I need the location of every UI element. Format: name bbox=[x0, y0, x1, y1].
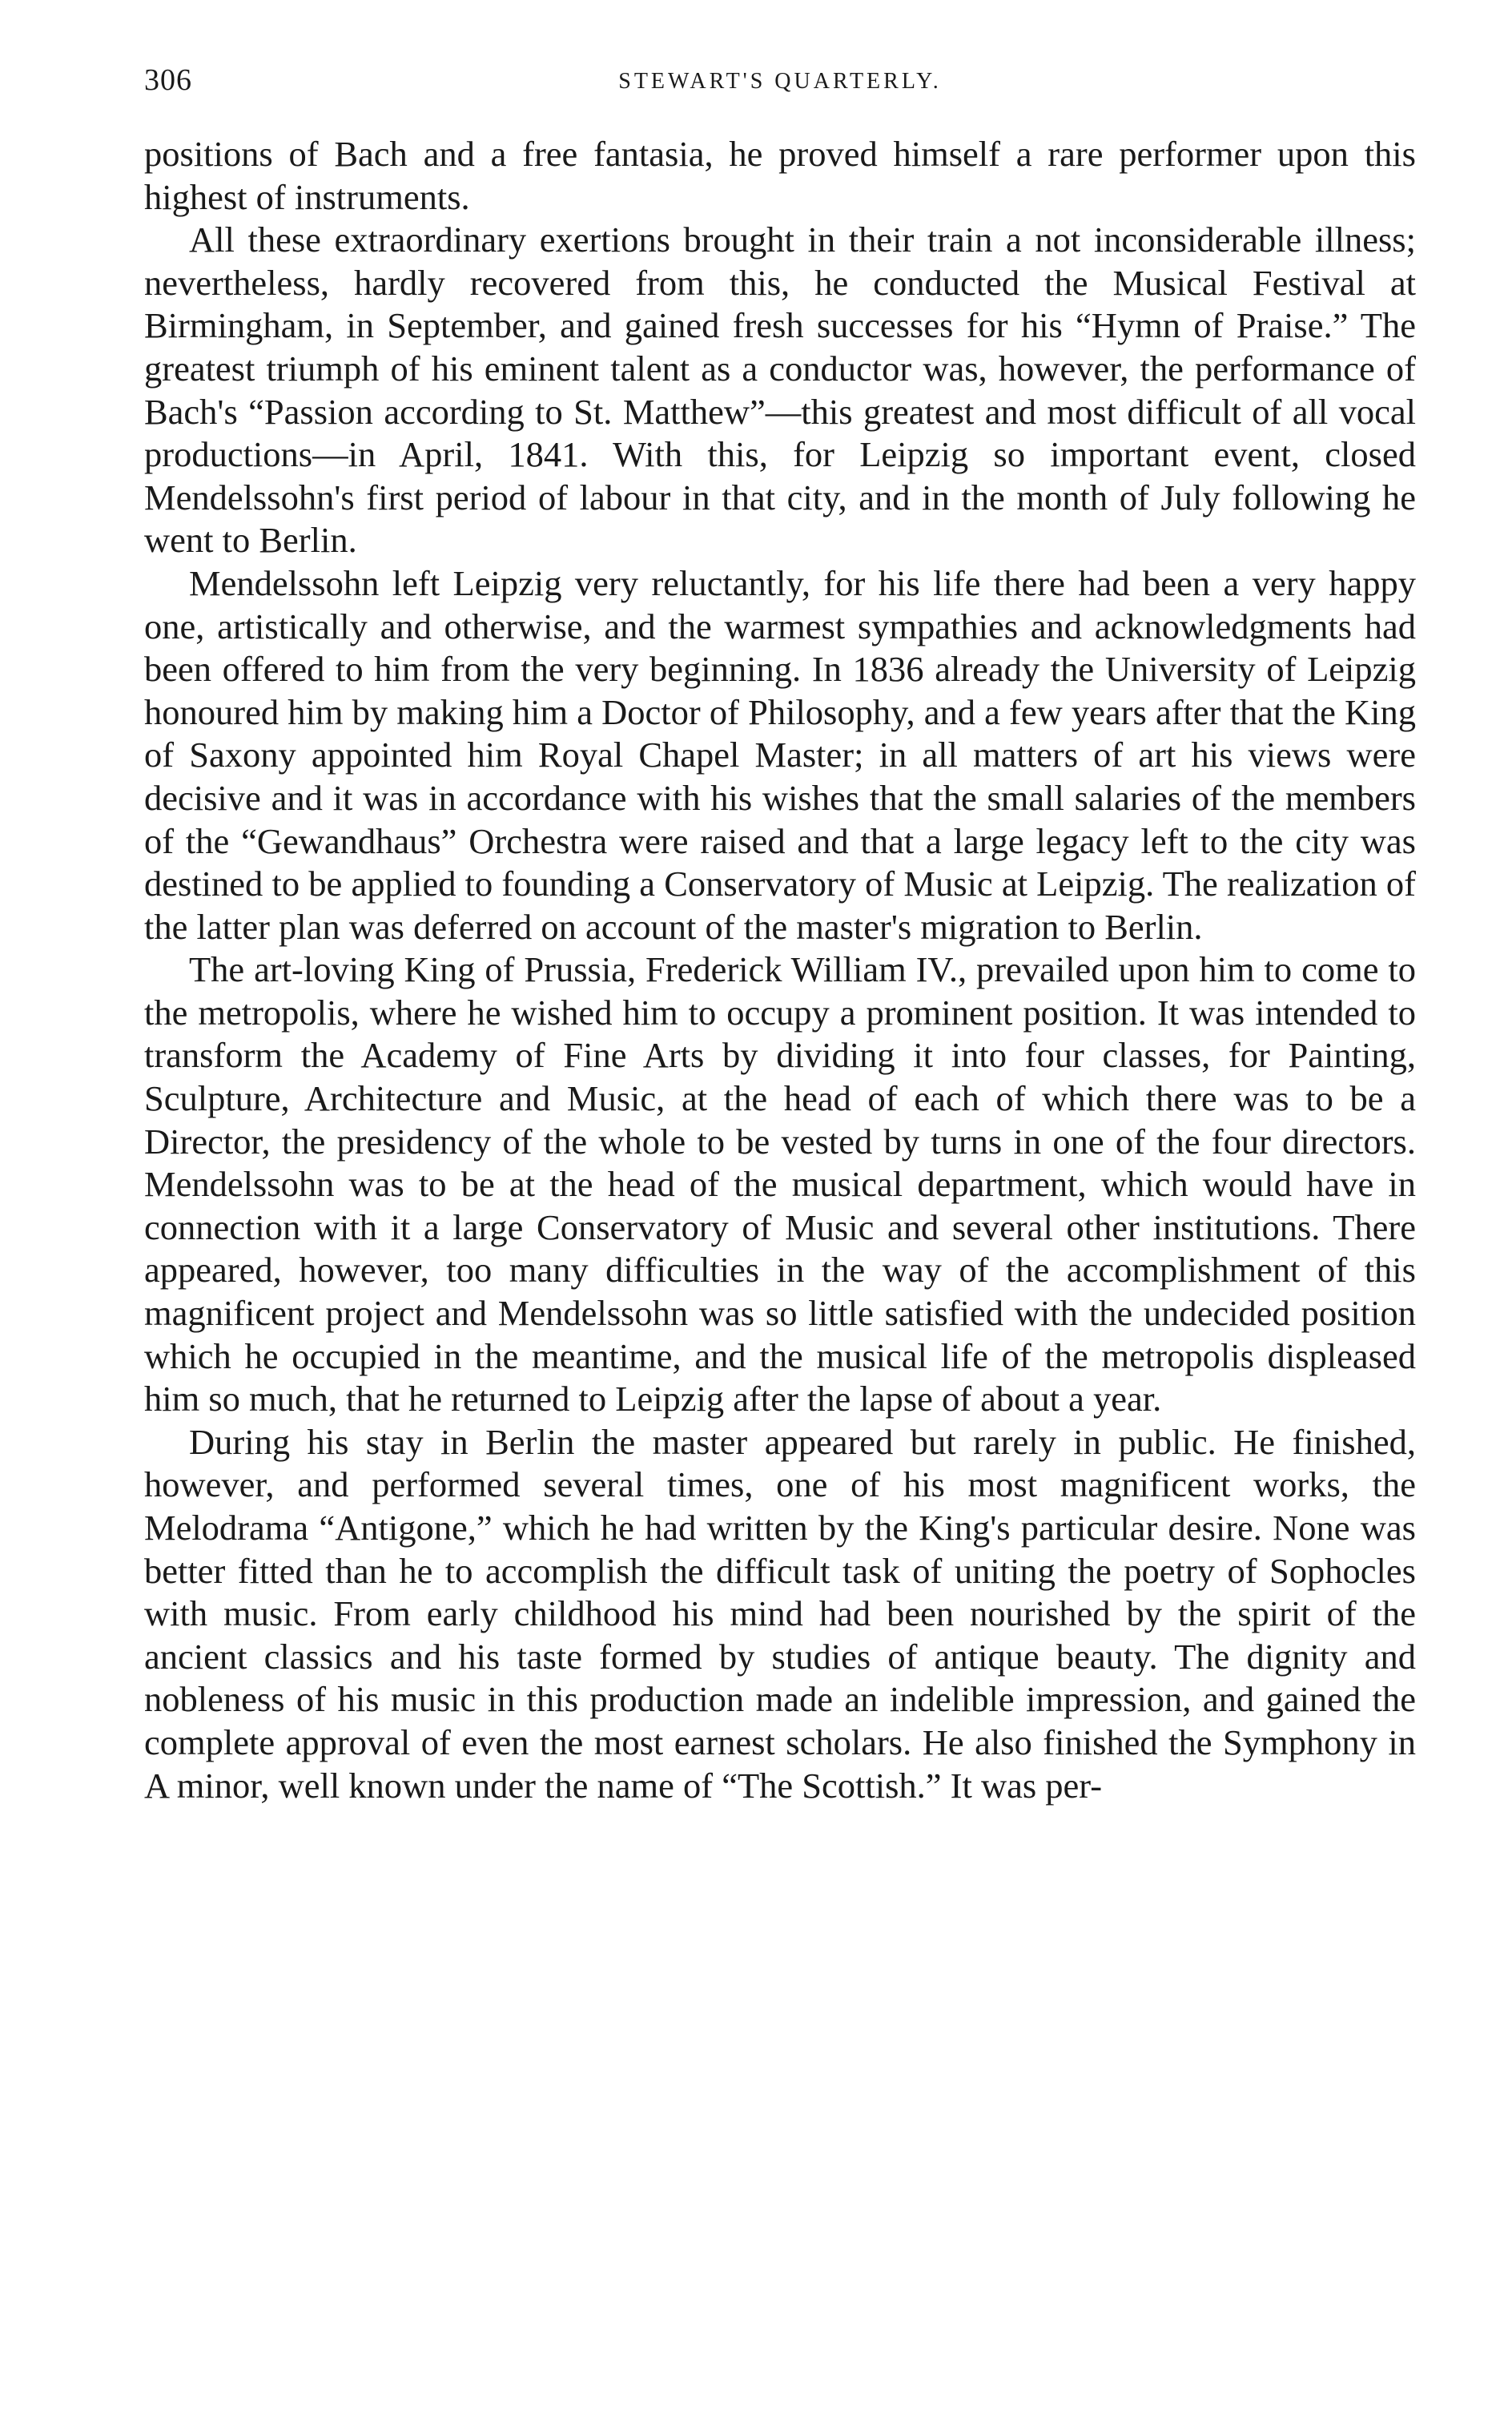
running-head: STEWART'S QUARTERLY. bbox=[618, 69, 942, 94]
page-header bbox=[144, 62, 1416, 119]
book-page bbox=[144, 62, 1416, 1807]
paragraph: Mendelssohn left Leipzig very reluctantly, for his life there had been a very happy one, artistically and otherwise, and the warmest sympathies and acknowledgments had been offered to him from the very beginning. In 1836 already the University of Leipzig honoured him by making him a Doctor of Philosophy, and a few years after that the King of Saxony appointed him Royal Chapel Master; in all matters of art his views were decisive and it was in accordance with his wishes that the small salaries of the members of the “Gewandhaus” Orchestra were raised and that a large legacy left to the city was destined to be applied to founding a Conservatory of Music at Leipzig. The realization of the latter plan was deferred on account of the master's migration to Berlin. bbox=[144, 562, 1416, 947]
article-body bbox=[144, 133, 1416, 1807]
paragraph: All these extraordinary exertions brought in their train a not inconsiderable illness; nevertheless, hardly recovered from this, he conducted the Musical Festival at Birmingham, in September, and gained fresh successes for his “Hymn of Praise.” The greatest triumph of his eminent talent as a conductor was, however, the performance of Bach's “Passion according to St. Matthew”—this greatest and most difficult of all vocal productions—in April, 1841. With this, for Leipzig so important event, closed Mendelssohn's first period of labour in that city, and in the month of July following he went to Berlin. bbox=[144, 219, 1416, 561]
paragraph: positions of Bach and a free fantasia, he proved himself a rare performer upon this highest of instruments. bbox=[144, 134, 1416, 217]
paragraph: The art-loving King of Prussia, Frederick William IV., prevailed upon him to come to the metropolis, where he wished him to occupy a prominent position. It was intended to transform the Academy of Fine Arts by dividing it into four classes, for Painting, Sculpture, Architecture and Music, at the head of each of which there was to be a Director, the presidency of the whole to be vested by turns in one of the four directors. Mendelssohn was to be at the head of the musical department, which would have in connection with it a large Conservatory of Music and several other institutions. There appeared, however, too many difficulties in the way of the accomplishment of this magnificent project and Mendelssohn was so little satisfied with the undecided position which he occupied in the meantime, and the musical life of the metropolis displeased him so much, that he returned to Leipzig after the lapse of about a year. bbox=[144, 949, 1416, 1419]
paragraph: During his stay in Berlin the master appeared but rarely in public. He finished, however, and performed several times, one of his most magnificent works, the Melodrama “Antigone,” which he had written by the King's particular desire. None was better fitted than he to accomplish the difficult task of uniting the poetry of Sophocles with music. From early childhood his mind had been nourished by the spirit of the ancient classics and his taste formed by studies of antique beauty. The dignity and nobleness of his music in this production made an indelible impression, and gained the complete approval of even the most earnest scholars. He also finished the Symphony in A minor, well known under the name of “The Scottish.” It was per- bbox=[144, 1421, 1416, 1806]
page-number: 306 bbox=[144, 63, 192, 97]
